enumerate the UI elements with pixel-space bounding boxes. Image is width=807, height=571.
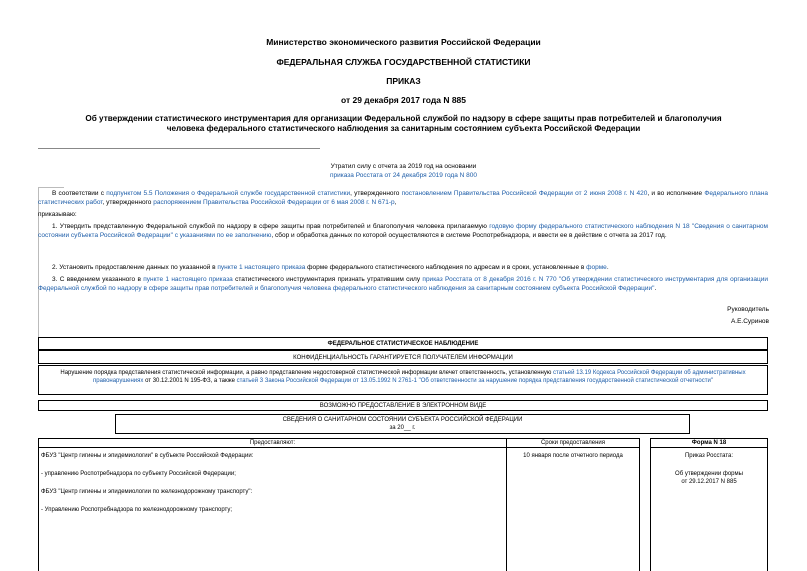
doc-title-line2: человека федерального статистического наблюдения за санитарным состоянием субъекта Российской Федерации [166, 124, 641, 133]
term-row-1: 10 января после отчетного периода [523, 453, 623, 459]
link-postanovlenie[interactable]: постановлением Правительства Российской Федерации от 2 июня 2008 г. N 420 [401, 190, 648, 197]
order-date: от 29.12.2017 N 885 [681, 479, 737, 485]
preamble-paragraph: В соответствии с подпунктом 5.5 Положения о Федеральной службе государственной статистики, утвержденного постановлением Правительства Российской Федерации от 2 июня 2008 г. N 420, и во исполнение Федерального плана статистических работ, утвержденного распоряжением Правительства Российской Федерации от 6 мая 2008 г. N 671-р, [38, 190, 768, 206]
divider [38, 148, 320, 149]
fso-box: ФЕДЕРАЛЬНОЕ СТАТИСТИЧЕСКОЕ НАБЛЮДЕНИЕ [38, 337, 768, 350]
link-fed-plan[interactable]: Федерального плана статистических работ [38, 190, 768, 206]
item-1: 1. Утвердить представленную Федеральной службой по надзору в сфере защиты прав потребителей и благополучия человека прилагаемую годовую форму федерального статистического наблюдения N 18 "Сведения о санитарном состоянии субъекта Российской Федерации" с указаниями по ее заполнению, сбор и обработка данных по которой осуществляются в системе Роспотребнадзора, и ввести ее в действие с отчета за 2017 год. [38, 223, 769, 239]
signature-name: А.Е.Суринов [730, 318, 769, 325]
link-koap[interactable]: статьей 13.19 Кодекса Российской Федерации об административных правонарушениях [93, 370, 746, 384]
col-terms-header: Сроки предоставления [540, 440, 606, 446]
order-label: Приказ Росстата: [684, 453, 734, 459]
link-form-18[interactable]: годовую форму федерального статистического наблюдения N 18 "Сведения о санитарном состоянии субъекта Российской Федерации" [38, 223, 769, 239]
doc-date-number: от 29 декабря 2017 года N 885 [340, 95, 467, 105]
link-instructions[interactable]: с указаниями по ее заполнению [174, 232, 272, 239]
form-title: СВЕДЕНИЯ О САНИТАРНОМ СОСТОЯНИИ СУБЪЕКТА РОССИЙСКОЙ ФЕДЕРАЦИИ [282, 417, 523, 423]
col-form-header: Форма N 18 [691, 440, 727, 446]
item-2: 2. Установить предоставление данных по указанной в пункте 1 настоящего приказа форме федерального статистического наблюдения по адресам и в сроки, установленные в форме. [52, 264, 609, 271]
order-word: приказываю: [38, 211, 77, 218]
signature-role: Руководитель [727, 306, 769, 313]
provider-row-3: ФБУЗ "Центр гигиены и эпидемиологии по железнодорожному транспорту": [41, 489, 253, 495]
service-name: ФЕДЕРАЛЬНАЯ СЛУЖБА ГОСУДАРСТВЕННОЙ СТАТИСТИКИ [276, 57, 531, 67]
link-order-770[interactable]: приказ Росстата от 8 декабря 2016 г. N 770 "Об утверждении статистического инструментария для организации Федеральной службой по надзору в сфере защиты прав потребителей и благополучия человека федерального статистического наблюдения за санитарным состоянием субъекта Российской Федерации" [38, 276, 768, 292]
repeal-note-line1: Утратил силу с отчета за 2019 год на основании [330, 163, 477, 170]
repeal-note-link[interactable]: приказа Росстата от 24 декабря 2019 года N 800 [330, 172, 477, 179]
item-3: 3. С введением указанного в пункте 1 настоящего приказа статистического инструментария признать утратившим силу приказ Росстата от 8 декабря 2016 г. N 770 "Об утверждении статистического инструментария для организации Федеральной службой по надзору в сфере защиты прав потребителей и благополучия человека федерального статистического наблюдения за санитарным состоянием субъекта Российской Федерации". [38, 276, 768, 292]
violation-box: Нарушение порядка представления статистической информации, а равно представление недостоверной статистической информации влечет ответственность, установленную статьей 13.19 Кодекса Российской Федерации об административных правонарушениях от 30.12.2001 N 195-ФЗ, а также статьей 3 Закона Российской Федерации от 13.05.1992 N 2761-1 "Об ответственности за нарушение порядка представления государственной статистической отчетности" [38, 365, 768, 395]
link-law-2761[interactable]: статьей 3 Закона Российской Федерации от 13.05.1992 N 2761-1 "Об ответственности за нарушение порядка представления государственной статистической отчетности" [236, 378, 713, 384]
link-item1-b[interactable]: пункте 1 настоящего приказа [143, 276, 233, 283]
link-podpunkt[interactable]: подпунктом 5.5 Положения о Федеральной службе государственной статистики [106, 190, 351, 197]
ministry-name: Министерство экономического развития Российской Федерации [266, 37, 541, 47]
link-rasporyazhenie[interactable]: распоряжением Правительства Российской Федерации от 6 мая 2008 г. N 671-р [153, 199, 395, 206]
form-year: за 20__ г. [389, 425, 416, 431]
col-provide-header: Предоставляют: [249, 440, 296, 446]
doc-type: ПРИКАЗ [386, 76, 421, 86]
link-form[interactable]: форме [586, 264, 607, 271]
link-item1[interactable]: пункте 1 настоящего приказа [217, 264, 306, 271]
margin-line-top [38, 187, 64, 188]
electronic-box: ВОЗМОЖНО ПРЕДОСТАВЛЕНИЕ В ЭЛЕКТРОННОМ ВИДЕ [38, 400, 768, 411]
provider-row-1: ФБУЗ "Центр гигиены и эпидемиологии" в субъекте Российской Федерации: [41, 453, 254, 459]
provider-row-4: - Управлению Роспотребнадзора по железнодорожному транспорту; [41, 507, 233, 513]
order-approve: Об утверждении формы [675, 471, 743, 477]
form-title-box [115, 414, 690, 434]
doc-title-line1: Об утверждении статистического инструментария для организации Федеральной службой по надзору в сфере защиты прав потребителей и благополучия [85, 114, 722, 123]
confidential-box: КОНФИДЕНЦИАЛЬНОСТЬ ГАРАНТИРУЕТСЯ ПОЛУЧАТЕЛЕМ ИНФОРМАЦИИ [38, 350, 768, 364]
provider-row-2: - управлению Роспотребнадзора по субъекту Российской Федерации; [41, 471, 236, 477]
